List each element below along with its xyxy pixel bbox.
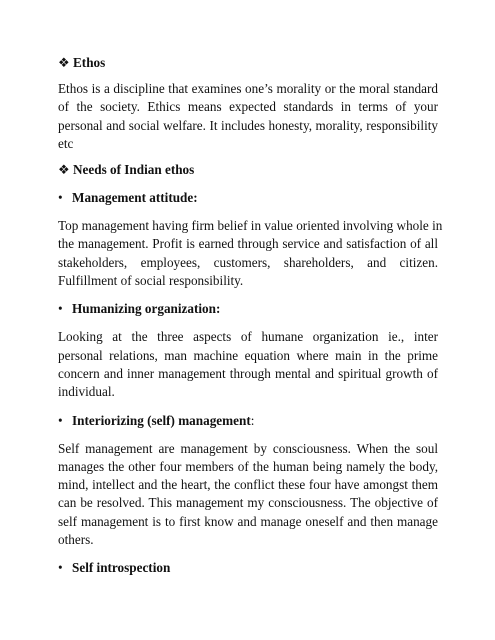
ethos-paragraph	[58, 80, 438, 153]
interiorizing-line: others.	[58, 532, 94, 548]
ethos-heading-text: Ethos	[73, 55, 106, 70]
diamond-bullet-icon: ❖	[58, 162, 70, 178]
humanizing-line: concern and inner management through mental and spiritual growth of	[58, 365, 438, 381]
humanizing-paragraph	[58, 328, 438, 401]
management-attitude-line: Top management having firm belief in value oriented involving whole in	[58, 218, 443, 234]
management-attitude-line: the management. Profit is earned through service and satisfaction of all	[58, 236, 438, 252]
self-introspection-heading	[58, 559, 438, 577]
ethos-line: Ethos is a discipline that examines one’s morality or the moral standard	[58, 81, 438, 96]
interiorizing-line: manages the other four members of the human being namely the body,	[58, 458, 438, 474]
management-attitude-paragraph	[58, 217, 443, 290]
interiorizing-colon: :	[250, 412, 255, 428]
interiorizing-heading-text: Interiorizing (self) management	[72, 412, 251, 428]
management-attitude-line: stakeholders, employees, customers, shareholders, and citizen.	[58, 254, 438, 270]
interiorizing-line: self management is to first know and manage oneself and then manage	[58, 513, 438, 529]
humanizing-heading	[58, 300, 438, 318]
interiorizing-heading	[58, 412, 438, 430]
ethos-heading	[58, 54, 438, 72]
self-introspection-heading-text: Self introspection	[72, 560, 171, 576]
needs-heading	[58, 161, 438, 179]
interiorizing-line: can be resolved. This management my consciousness. The objective of	[58, 495, 438, 511]
diamond-bullet-icon: ❖	[58, 55, 70, 70]
ethos-line: of the society. Ethics means expected standards in terms of your	[58, 99, 438, 115]
interiorizing-line: Self management are management by consciousness. When the soul	[58, 440, 438, 456]
interiorizing-line: mind, intellect and the heart, the conflict these four have amongst them	[58, 477, 438, 493]
document-page	[58, 54, 443, 577]
bullet-icon: •	[58, 190, 63, 206]
bullet-icon: •	[58, 560, 63, 576]
humanizing-line: Looking at the three aspects of humane organization ie., inter	[58, 329, 438, 345]
humanizing-line: individual.	[58, 384, 115, 400]
management-attitude-heading	[58, 189, 438, 207]
management-attitude-line: Fulfillment of social responsibility.	[58, 273, 244, 289]
bullet-icon: •	[58, 412, 63, 428]
ethos-line: etc	[58, 135, 74, 151]
ethos-line: personal and social welfare. It includes honesty, morality, responsibility	[58, 117, 438, 133]
humanizing-heading-text: Humanizing organization:	[72, 301, 221, 317]
interiorizing-paragraph	[58, 440, 438, 550]
humanizing-line: personal relations, man machine equation where main in the prime	[58, 347, 438, 363]
management-attitude-heading-text: Management attitude:	[72, 190, 198, 206]
needs-heading-text: Needs of Indian ethos	[73, 162, 195, 178]
bullet-icon: •	[58, 301, 63, 317]
